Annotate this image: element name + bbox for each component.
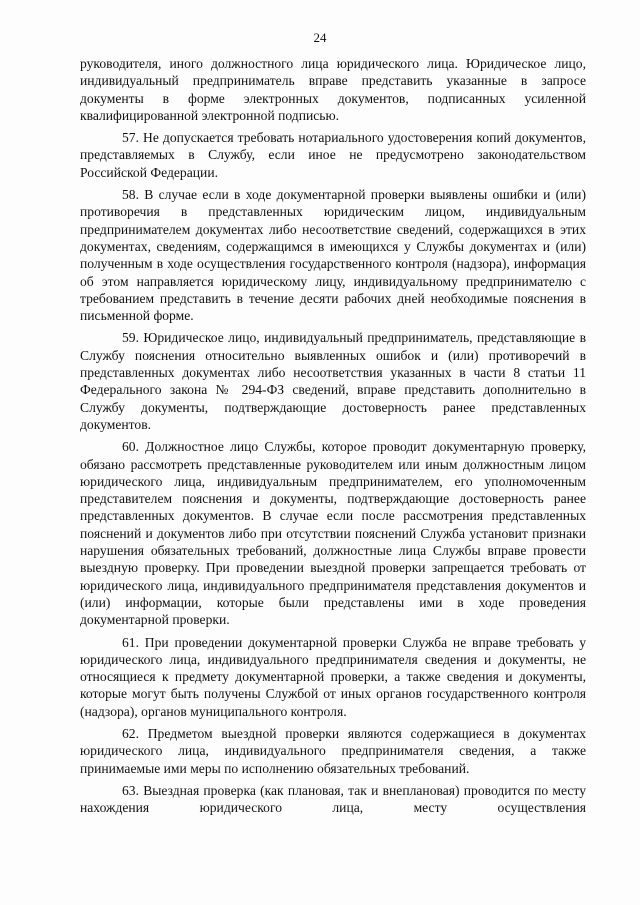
paragraph-60: 60. Должностное лицо Службы, которое проводит документарную проверку, обязано рассмотреть представленные руководителем или иным должностным лицом юридического лица, индивидуальным предпринимателем, его уполномоченным представителем пояснения и документы, подтверждающие достоверность ранее представленных документов. В случае если после рассмотрения представленных пояснений и документов либо при отсутствии пояснений Служба установит признаки нарушения обязательных требований, должностные лица Службы вправе провести выездную проверку. При проведении выездной проверки запрещается требовать от юридического лица, индивидуального предпринимателя представления документов и (или) информации, которые были представлены ими в ходе проведения документарной проверки. (80, 439, 586, 628)
document-body (80, 55, 586, 816)
paragraph-62: 62. Предметом выездной проверки являются содержащиеся в документах юридического лица, индивидуального предпринимателя сведения, а также принимаемые ими меры по исполнению обязательных требований. (80, 725, 586, 776)
paragraph-57: 57. Не допускается требовать нотариального удостоверения копий документов, представляемых в Службу, если иное не предусмотрено законодательством Российской Федерации. (80, 130, 586, 180)
page-number: 24 (313, 30, 327, 45)
paragraph-59: 59. Юридическое лицо, индивидуальный предприниматель, представляющие в Службу пояснения относительно выявленных ошибок и (или) противоречий в представленных документах либо несоответствия указанных в части 8 статьи 11 Федерального закона № 294-ФЗ сведений, вправе представить дополнительно в Службу документы, подтверждающие достоверность ранее представленных документов. (80, 330, 586, 432)
paragraph-61: 61. При проведении документарной проверки Служба не вправе требовать у юридического лица, индивидуального предпринимателя сведения и документы, не относящиеся к предмету документарной проверки, а также сведения и документы, которые могут быть получены Службой от иных органов государственного контроля (надзора), органов муниципального контроля. (80, 634, 586, 719)
paragraph-continuation: руководителя, иного должностного лица юридического лица. Юридическое лицо, индивидуальный предприниматель вправе представить указанные в запросе документы в форме электронных документов, подписанных усиленной квалифицированной электронной подписью. (80, 56, 586, 123)
paragraph-58: 58. В случае если в ходе документарной проверки выявлены ошибки и (или) противоречия в представленных юридическим лицом, индивидуальным предпринимателем документах либо несоответствие сведений, содержащихся в этих документах, сведениям, содержащимся в имеющихся у Службы документах и (или) полученным в ходе осуществления государственного контроля (надзора), информация об этом направляется юридическому лицу, индивидуальному предпринимателю с требованием представить в течение десяти рабочих дней необходимые пояснения в письменной форме. (80, 187, 586, 324)
paragraph-63: 63. Выездная проверка (как плановая, так и внеплановая) проводится по месту нахождения юридического лица, месту осуществления (80, 782, 586, 816)
